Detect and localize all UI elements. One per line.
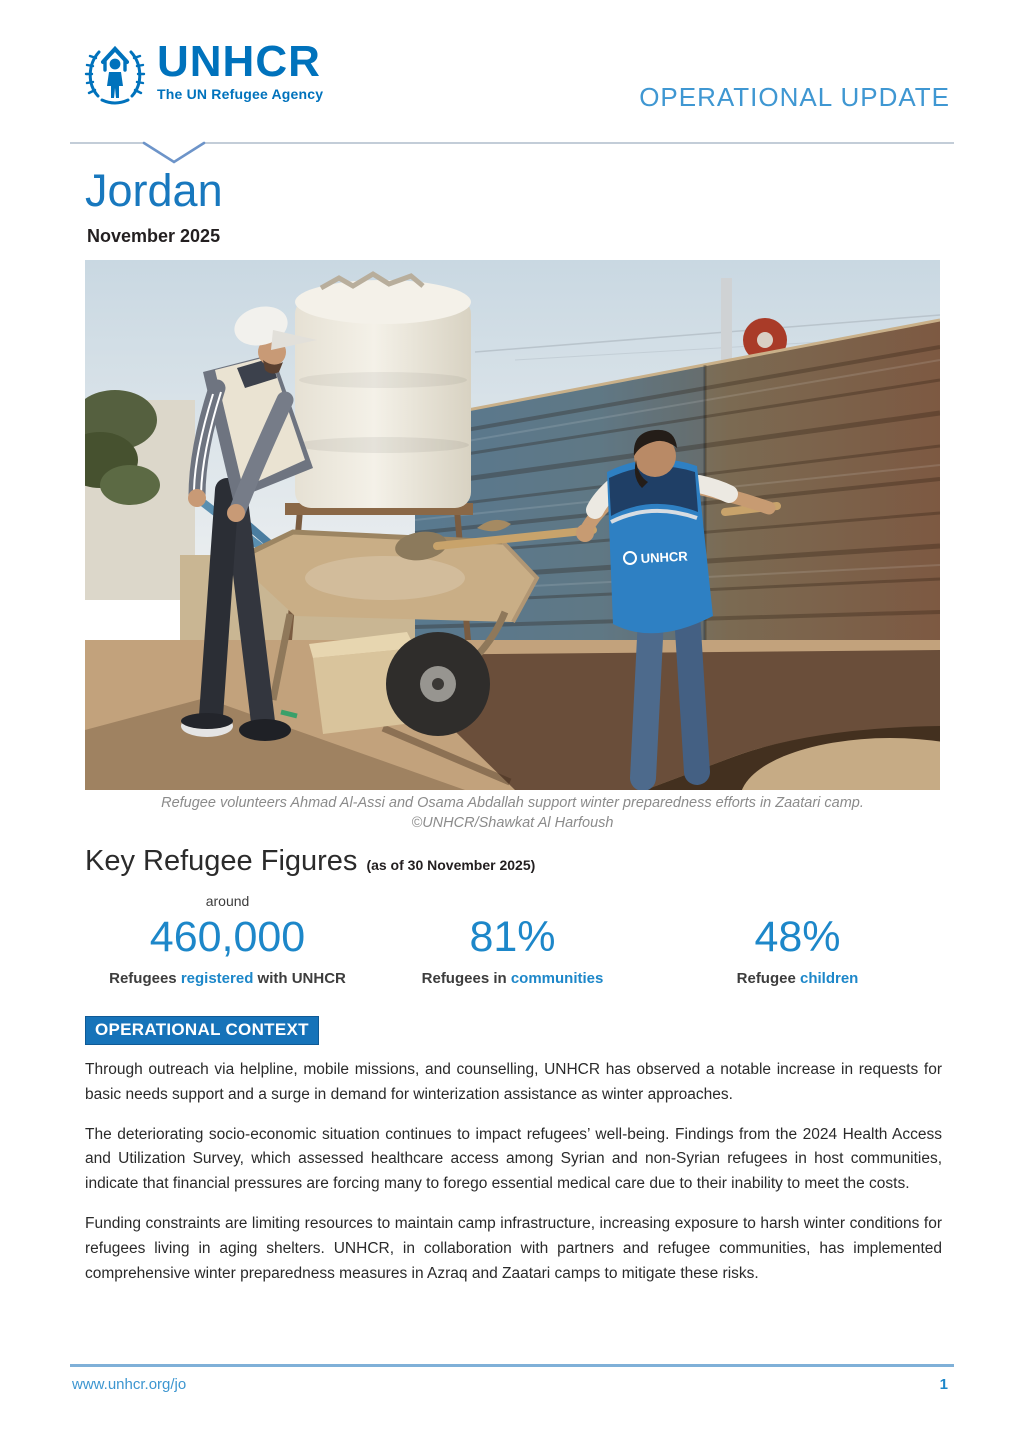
unhcr-logo-wordmark: UNHCR <box>157 37 321 86</box>
footer-divider <box>70 1364 954 1367</box>
photo-caption-text: Refugee volunteers Ahmad Al-Assi and Osama Abdallah support winter preparedness efforts in Zaatari camp. <box>161 795 864 811</box>
stat-label: Refugee children <box>736 970 859 988</box>
stat-qualifier <box>655 893 940 915</box>
key-figures-title: Key Refugee Figures <box>85 845 358 877</box>
cover-photo <box>85 260 940 790</box>
key-figures-row <box>85 893 940 987</box>
unhcr-logo <box>83 37 324 110</box>
paragraph: The deteriorating socio-economic situation continues to impact refugees’ well-being. Findings from the 2024 Health Access and Utilization Survey, which assessed healthcare access among Syrian and non-Syrian refugees in host communities, indicate that financial pressures are forcing many to forego essential medical care due to their inability to meet the costs. <box>85 1125 942 1193</box>
unhcr-logo-tagline: The UN Refugee Agency <box>157 86 324 102</box>
stat-qualifier <box>370 893 655 915</box>
stat-refugee-children <box>655 893 940 987</box>
report-period: November 2025 <box>87 226 221 246</box>
svg-text:UNHCR: UNHCR <box>640 548 689 566</box>
paragraph: Through outreach via helpline, mobile missions, and counselling, UNHCR has observed a notable increase in requests for basic needs support and a surge in demand for winterization assistance as winter approaches. <box>85 1061 942 1103</box>
photo-illustration <box>85 260 940 790</box>
section-heading-operational-context: OPERATIONAL CONTEXT <box>85 1016 319 1045</box>
page-title-country: Jordan <box>85 165 223 216</box>
document-type-title: OPERATIONAL UPDATE <box>639 82 950 112</box>
footer-website-link[interactable]: www.unhcr.org/jo <box>72 1376 187 1393</box>
page-number: 1 <box>939 1376 948 1393</box>
stat-value: 460,000 <box>149 913 306 961</box>
unhcr-emblem-icon <box>83 40 147 110</box>
paragraph: Funding constraints are limiting resources to maintain camp infrastructure, increasing exposure to harsh winter conditions for refugees living in aging shelters. UNHCR, in collaboration with partners and refugee communities, has implemented comprehensive winter preparedness measures in Azraq and Zaatari camps to mitigate these risks. <box>85 1214 942 1282</box>
stat-registered-refugees <box>85 893 370 987</box>
stat-label: Refugees registered with UNHCR <box>109 970 346 988</box>
key-figures-heading <box>85 845 535 878</box>
stat-value: 48% <box>754 913 841 961</box>
stat-value: 81% <box>469 913 556 961</box>
stat-label: Refugees in communities <box>421 970 604 988</box>
photo-credit: ©UNHCR/Shawkat Al Harfoush <box>411 814 614 831</box>
stat-qualifier: around <box>205 893 250 909</box>
section-body <box>85 1058 942 1301</box>
key-figures-as-of-date: (as of 30 November 2025) <box>366 857 536 873</box>
photo-caption <box>85 794 940 833</box>
stat-refugees-in-communities <box>370 893 655 987</box>
